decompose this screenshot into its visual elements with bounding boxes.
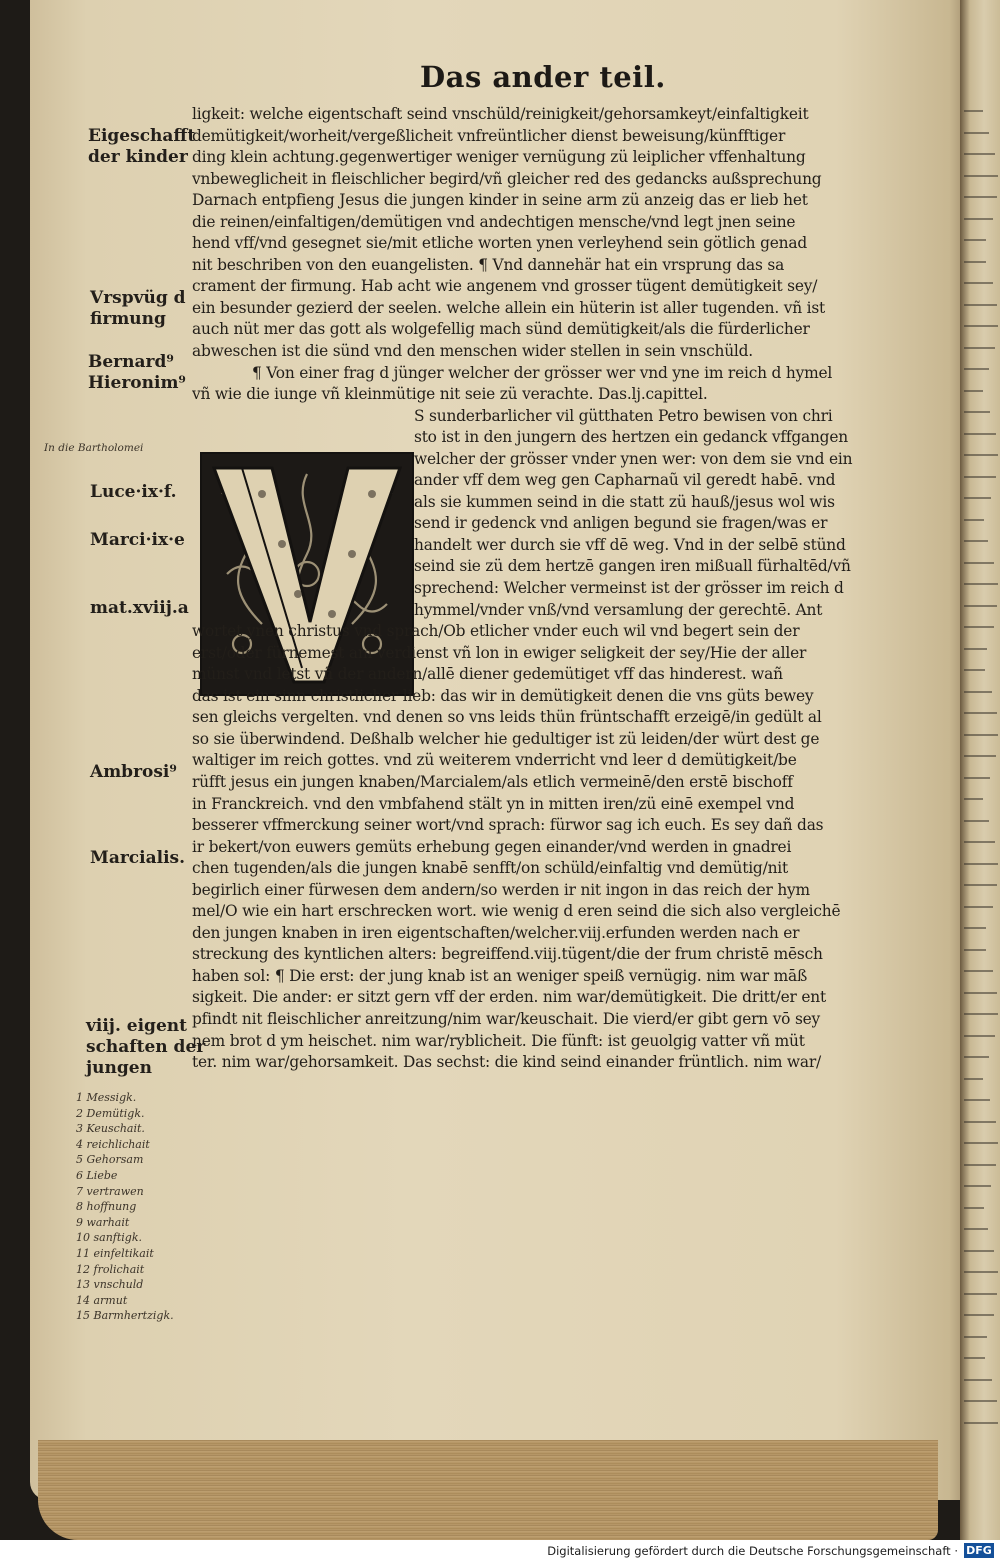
- text-line: ter. nim war/gehorsamkeit. Das sechst: die kind seind einander früntlich. nim war/: [192, 1053, 821, 1072]
- text-line: waltiger im reich gottes. vnd zü weiterem vnderricht vnd leer d demütigkeit/be: [192, 751, 797, 770]
- handwritten-list-item: 14 armut: [76, 1293, 128, 1307]
- text-line: ding klein achtung.gegenwertiger weniger vernügung zü leiplicher vffenhaltung: [192, 148, 806, 167]
- text-line: ir bekert/von euwers gemüts erhebung gegen einander/vnd werden in gnadrei: [192, 837, 792, 856]
- body-text: [192, 104, 924, 1074]
- text-line: vñ wie die iunge vñ kleinmütige nit seie zü verachte. Das.lj.capittel.: [192, 385, 708, 404]
- handwritten-list-item: 7 vertrawen: [76, 1184, 144, 1198]
- running-title: Das ander teil.: [420, 60, 666, 94]
- text-line: die reinen/einfaltigen/demütigen vnd andechtigen mensche/vnd legt jnen seine: [192, 212, 796, 231]
- handwritten-list-item: 4 reichlichait: [76, 1137, 150, 1151]
- handwritten-list-item: 15 Barmhertzigk.: [76, 1309, 174, 1323]
- text-line: mel/O wie ein hart erschrecken wort. wie wenig d eren seind die sich also vergleichē: [192, 902, 841, 921]
- handwritten-list-item: 13 vnschuld: [76, 1278, 144, 1292]
- text-line: abweschen ist die sünd vnd den menschen wider stellen in sein vnschüld.: [192, 342, 753, 361]
- text-line: in Franckreich. vnd den vmbfahend stält yn in mitten iren/zü einē exempel vnd: [192, 794, 795, 813]
- margin-note-bernardus: Bernard⁹ Hieronim⁹: [88, 352, 186, 393]
- text-line: hend vff/vnd gesegnet sie/mit etliche worten ynen verleyhend sein götlich genad: [192, 234, 807, 253]
- text-line: pfindt nit fleischlicher anreitzung/nim war/keuschait. Die vierd/er gibt gern vō sey: [192, 1009, 821, 1028]
- text-line: ligkeit: welche eigentschaft seind vnschüld/reinigkeit/gehorsamkeyt/einfaltigkeit: [192, 105, 809, 123]
- text-line: sigkeit. Die ander: er sitzt gern vff der erden. nim war/demütigkeit. Die dritt/er ent: [192, 988, 827, 1007]
- text-line: ander vff dem weg gen Capharnaũ vil geredt habē. vnd: [414, 471, 836, 490]
- text-line: hymmel/vnder vnß/vnd versamlung der gerechtē. Ant: [414, 600, 823, 619]
- text-line: seind sie zü dem hertzē gangen iren mißuall fürhaltēd/vñ: [414, 557, 851, 576]
- handwritten-list-item: 12 frolichait: [76, 1262, 145, 1276]
- handwritten-virtue-list: [76, 1090, 174, 1324]
- text-line: nem brot d ym heischet. nim war/ryblicheit. Die fünft: ist geuolgig vatter vñ müt: [192, 1031, 805, 1050]
- handwritten-list-item: 1 Messigk.: [76, 1091, 137, 1104]
- handwritten-list-item: 5 Gehorsam: [76, 1153, 144, 1167]
- margin-note-eigenschaft: Eigeschafft der kinder: [88, 126, 196, 167]
- text-line: sto ist in den jungern des hertzen ein gedanck vffgangen: [414, 428, 848, 447]
- handwritten-note-bartholomei: In die Bartholomei: [44, 442, 144, 454]
- text-line: haben sol: ¶ Die erst: der jung knab ist an weniger speiß vernügig. nim war māß: [192, 966, 808, 985]
- text-line: sprechend: Welcher vermeinst ist der grösser im reich d: [414, 579, 844, 598]
- text-line: besserer vffmerckung seiner wort/vnd sprach: fürwor sag ich euch. Es sey dañ das: [192, 816, 824, 835]
- margin-note-ambrosius: Ambrosi⁹: [90, 762, 177, 782]
- text-line: welcher der grösser vnder ynen wer: von dem sie vnd ein: [414, 449, 853, 468]
- text-line: nit beschriben von den euangelisten. ¶ Vnd dannehär hat ein vrsprung das sa: [192, 255, 785, 274]
- text-line: S sunderbarlicher vil gütthaten Petro bewisen von chri: [414, 406, 833, 425]
- text-line: send ir gedenck vnd anligen begund sie fragen/was er: [414, 514, 828, 533]
- text-line: begirlich einer fürwesen dem andern/so werden ir nit ingon in das reich der hym: [192, 880, 810, 899]
- text-line: chen tugenden/als die jungen knabē senfft/on schüld/einfaltig vnd demütig/nit: [192, 859, 788, 878]
- text-line: streckung des kyntlichen alters: begreiffend.viij.tügent/die der frum christē mēsch: [192, 945, 823, 964]
- text-line: ein besunder gezierd der seelen. welche allein ein hüterin ist aller tugenden. vñ ist: [192, 298, 826, 317]
- margin-note-marci: Marci·ix·e: [90, 530, 185, 550]
- next-page-strip: [960, 0, 1000, 1540]
- text-line: erst/oder fürnemest am verdienst vñ lon in ewiger seligkeit der sey/Hie der aller: [192, 643, 807, 662]
- margin-note-marcialis: Marcialis.: [90, 848, 186, 868]
- text-line: auch nüt mer das gott als wolgefellig mach sünd demütigkeit/als die fürderlicher: [192, 320, 810, 339]
- text-line: ¶ Von einer frag d jünger welcher der grösser wer vnd yne im reich d hymel: [252, 363, 833, 382]
- text-line: vnbeweglicheit in fleischlicher begird/vñ gleicher red des gedancks außsprechung: [192, 169, 822, 188]
- page-edges: [38, 1440, 938, 1540]
- text-line: Darnach entpfieng Jesus die jungen kinder in seine arm zü anzeig das er lieb het: [192, 191, 808, 210]
- text-line: sen gleichs vergelten. vnd denen so vns leids thün früntschafft erzeigē/in gedült al: [192, 708, 822, 727]
- dfg-logo: DFG: [964, 1543, 994, 1558]
- margin-note-matthaeus: mat.xviij.a: [90, 598, 189, 618]
- handwritten-list-item: 8 hoffnung: [76, 1200, 137, 1214]
- margin-note-luce: Luce·ix·f.: [90, 482, 177, 502]
- funding-credit: Digitalisierung gefördert durch die Deutsche Forschungsgemeinschaft ·: [547, 1544, 958, 1558]
- text-line: münst vnd letst vñ der andern/allē diener gedemütiget vff das hinderest. wañ: [192, 665, 783, 684]
- margin-note-eigenschaften-jungen: viij. eigent schaften der jungen: [86, 1016, 206, 1078]
- text-line: als sie kummen seind in die statt zü hauß/jesus wol wis: [414, 492, 835, 511]
- text-line: crament der firmung. Hab acht wie angenem vnd grosser tügent demütigkeit sey/: [192, 277, 818, 296]
- handwritten-list-item: 6 Liebe: [76, 1168, 118, 1182]
- text-line: rüfft jesus ein jungen knaben/Marcialem/als etlich vermeinē/den erstē bischoff: [192, 772, 793, 791]
- text-line: das ist ein sinn christlicher lieb: das wir in demütigkeit denen die vns güts bewey: [192, 686, 814, 705]
- handwritten-list-item: 9 warhait: [76, 1215, 130, 1229]
- margin-note-firmung: Vrspvüg d firmung: [90, 288, 186, 329]
- handwritten-list-item: 3 Keuschait.: [76, 1122, 145, 1136]
- footer-bar: [0, 1540, 1000, 1562]
- text-line: demütigkeit/worheit/vergeßlicheit vnfreüntlicher dienst beweisung/künfftiger: [192, 126, 786, 145]
- text-line: handelt wer durch sie vff dē weg. Vnd in der selbē stünd: [414, 535, 846, 554]
- text-line: den jungen knaben in iren eigentschaften/welcher.viij.erfunden werden nach er: [192, 923, 800, 942]
- handwritten-list-item: 2 Demütigk.: [76, 1106, 145, 1120]
- handwritten-list-item: 11 einfeltikait: [76, 1246, 154, 1260]
- text-line: so sie überwindend. Deßhalb welcher hie gedultiger ist zü leiden/der würt dest ge: [192, 729, 820, 748]
- handwritten-list-item: 10 sanftigk.: [76, 1231, 142, 1245]
- text-line: wortet ynen christus vnd sprach/Ob etlicher vnder euch wil vnd begert sein der: [192, 622, 800, 641]
